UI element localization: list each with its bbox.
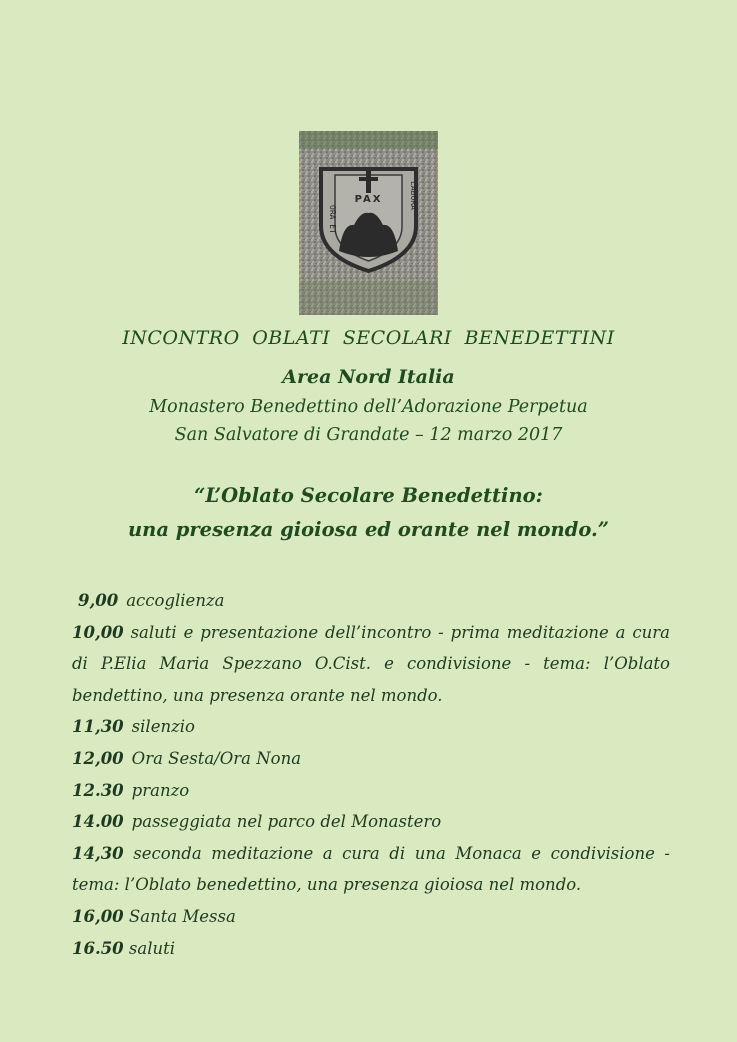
emblem-motto-left: ORA ET [328,205,337,234]
schedule-item [72,901,670,933]
place-line: Monastero Benedettino dell’Adorazione Perpetua [149,397,588,417]
emblem-image [299,131,438,315]
schedule-time: 10,00 [72,622,124,642]
schedule-item [72,711,670,743]
theme-quote-line-2: una presenza gioiosa ed orante nel mondo.” [127,518,610,541]
schedule-time: 16,00 [72,906,124,926]
schedule-text: saluti [128,938,176,958]
schedule-time: 14.00 [72,812,124,832]
schedule-time: 12.30 [72,780,124,800]
schedule-item [72,585,670,617]
schedule-text: pranzo [131,780,190,800]
theme-quote-line-1: “L’Oblato Secolare Benedettino: [194,484,543,507]
schedule-time: 16.50 [72,938,124,958]
emblem-motto-center: PAX [354,194,383,205]
schedule-item [72,743,670,775]
date-line: San Salvatore di Grandate – 12 marzo 2017 [174,425,563,445]
schedule-time: 14,30 [72,843,124,863]
schedule-text: silenzio [131,717,195,737]
schedule-time: 9,00 [78,591,119,610]
schedule-text: saluti e presentazione dell’incontro - prima meditazione a cura di P.Elia Maria Spezzano O.Cist. e condivisione - tema: l’Oblato bendettino, una presenza orante nel mondo. [72,622,671,705]
schedule-text: Ora Sesta/Ora Nona [131,748,302,768]
schedule-item [72,617,670,712]
schedule-time: 11,30 [72,717,124,737]
schedule-text: Santa Messa [128,906,236,926]
schedule-list [72,585,670,964]
area-subtitle: Area Nord Italia [282,366,455,388]
schedule-item [72,838,670,901]
schedule-text: accoglienza [126,591,225,610]
schedule-item [72,806,670,838]
emblem-motto-right: LABORA [409,181,418,210]
schedule-text: passeggiata nel parco del Monastero [131,812,442,832]
page-title: INCONTRO OBLATI SECOLARI BENEDETTINI [122,327,615,349]
schedule-item [72,933,670,965]
ora-et-labora-pax-emblem-icon [299,131,438,315]
schedule-time: 12,00 [72,748,124,768]
schedule-text: seconda meditazione a cura di una Monaca e condivisione - tema: l’Oblato benedettino, una presenza gioiosa nel mondo. [72,843,671,895]
schedule-item [72,775,670,807]
